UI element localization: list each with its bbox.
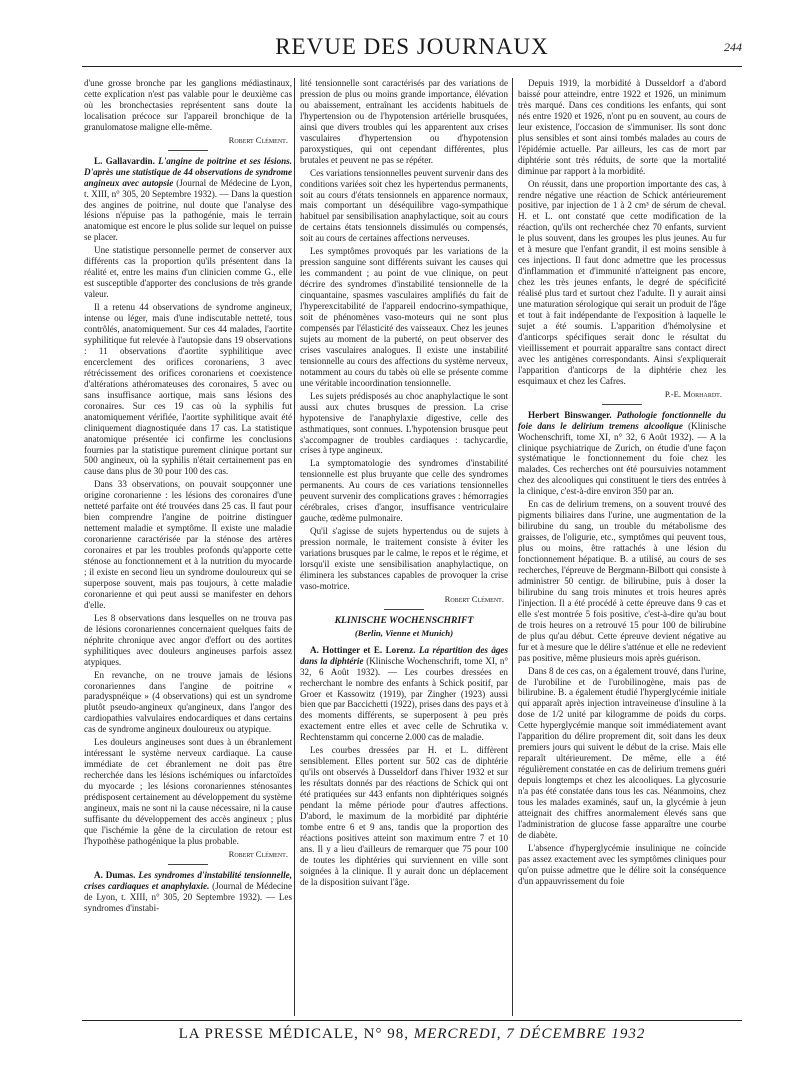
separator-rule <box>168 150 208 151</box>
paragraph: Dans 33 observations, on pouvait soupçonner une origine coronarienne : les lésions des coronaires d'une netteté parfaite ont été trouvées dans 25 cas. Il faut pour bien comprendre l'angine de poitrine distinguer nettement maladie et symptôme. Il existe une maladie coronarienne caractérisée par la sténose des artères coronaires et par les troubles profonds qu'apporte cette sténose au fonctionnement et à la nutrition du myocarde ; il existe en second lieu un syndrome douloureux qui se superpose souvent, mais pas toujours, à cette maladie coronarienne et qui peut aussi se manifester en dehors d'elle. <box>84 479 292 610</box>
paragraph: Dans 8 de ces cas, on a également trouvé, dans l'urine, de l'urobiline et de l'urobilinogène, mais pas de bilirubine. B. a également étudié l'hyperglycémie initiale qui apparaît après injection intraveineuse d'insuline à la dose de 1/2 unité par kilogramme de poids du corps. Cette hyperglycémie manque soit immédiatement avant l'apparition du délire proprement dit, soit dans les deux premiers jours qui suivent le début de la crise. Mais elle reparaît ultérieurement. De même, elle a été régulièrement constatée en cas de delirium tremens guéri depuis longtemps et chez les alcooliques. La glycosurie n'a pas été constatée dans tous les cas. Néanmoins, chez tous les malades examinés, sauf un, la glycémie à jeun atteignait des chiffres anormalement élevés sans que l'administration de glucose fasse apparaître une courbe de diabète. <box>518 665 726 840</box>
text-column-3 <box>518 78 726 889</box>
article-author: L. Gallavardin. <box>94 155 155 166</box>
paragraph: La symptomatologie des syndromes d'instabilité tensionnelle est plus bruyante que celle des syndromes permanents. Au cours de ces variations tensionnelles peuvent survenir des complications graves : hémorragies cérébrales, crises d'angor, insuffisance ventriculaire gauche, œdème pulmonaire. <box>300 458 508 524</box>
article-abstract <box>300 645 508 744</box>
paragraph: Ces variations tensionnelles peuvent survenir dans des conditions variées soit chez les hypertendus permanents, soit au cours d'états tensionnels en apparence normaux, mais comportant un déséquilibre vago-sympathique habituel par sensibilisation anaphylactique, soit au cours de certains états tensionnels dissimulés ou compensés, soit au cours de certaines affections nerveuses. <box>300 167 508 244</box>
article-author: A. Hottinger et E. Lorenz. <box>310 644 416 655</box>
text-column-1 <box>84 78 292 916</box>
footer-issue: N° 98, <box>363 1026 409 1042</box>
paragraph: d'une grosse bronche par les ganglions médiastinaux, cette explication n'est pas valable pour le deuxième cas où les bronchectasies représentent sans doute la localisation précoce sur l'appareil bronchique de la granulomatose maligne elle-même. <box>84 78 292 132</box>
article-abstract <box>84 156 292 244</box>
text-column-2 <box>300 78 508 890</box>
article-reference: (Klinische Wochenschrift, tome XI, n° 32, 6 Août 1932). <box>518 420 726 442</box>
article-author: A. Dumas. <box>94 869 136 880</box>
article-author: Herbert Binswanger. <box>528 409 612 420</box>
article-reference: (Klinische Wochenschrift, tome XI, n° 32, 6 Août 1932). <box>300 655 508 677</box>
article-title-text: Les syndromes d'instabilité tensionnelle, crises cardiaques et anaphylaxie. <box>84 869 292 891</box>
article-abstract <box>84 870 292 914</box>
paragraph: Les courbes dressées par H. et L. diffèrent sensiblement. Elles portent sur 502 cas de diphtérie qu'ils ont observés à Dusseldorf dans l'hiver 1932 et sur les résultats donnés par des réactions de Schick qui ont été pratiquées sur 443 enfants non diphtériques soignés pendant la même période pour d'autres affections. D'abord, le maximum de la morbidité par diphtérie tombe entre 6 et 9 ans, tandis que la proportion des réactions positives atteint son maximum entre 7 et 10 ans. Il y a lieu d'ailleurs de remarquer que 75 pour 100 de toutes les diphtéries qui surviennent en ville sont soignées à la clinique. Il y aurait donc un déplacement de la disposition suivant l'âge. <box>300 745 508 887</box>
paragraph: En revanche, on ne trouve jamais de lésions coronariennes dans l'angine de poitrine « paradyspnéique » (4 observations) qui est un syndrome plutôt pseudo-angineux qu'angineux, dans l'angor des cardiopathies valvulaires endocardiques et dans certains cas de syndrome angineux douloureux ou atypique. <box>84 669 292 735</box>
footer-line <box>82 1026 742 1043</box>
paragraph: Depuis 1919, la morbidité à Dusseldorf a d'abord baissé pour atteindre, entre 1922 et 1926, un minimum très marqué. Dans ces conditions les enfants, qui sont nés entre 1920 et 1926, n'ont pu en souvent, au cours de leur existence, l'occasion de s'immuniser. Ils sont donc plus sensibles et sont ainsi tombés malades au cours de l'épidémie actuelle. Par ailleurs, les cas de mort par diphtérie sont très réduits, de sorte que la mortalité diminue par rapport à la morbidité. <box>518 78 726 176</box>
article-text: — Les syndromes d'instabi- <box>84 891 292 913</box>
paragraph: Les douleurs angineuses sont dues à un ébranlement intéressant le système nerveux cardiaque. La cause immédiate de cet ébranlement ne doit pas être recherchée dans les lésions ischémiques ou infarctoïdes du myocarde ; les lésions coronariennes sténosantes prédisposent certainement au développement du système angineux, mais ne sont ni la cause nécessaire, ni la cause suffisante du développement des accès angineux ; plus que l'ischémie la gêne de la circulation de retour est l'hypothèse pathogénique la plus probable. <box>84 737 292 846</box>
paragraph: lité tensionnelle sont caractérisés par des variations de pression de plus ou moins grande importance, élévation ou abaissement, entraînant les accidents habituels de l'hypertension ou de l'hypotension artérielle brusquées, ainsi que divers troubles qui les apparentent aux crises vasculaires d'hypertension ou d'hypotension paroxystiques, qui ont cependant différentes, plus brutales et peuvent ne pas se répéter. <box>300 78 508 165</box>
paragraph: Les sujets prédisposés au choc anaphylactique le sont aussi aux chutes brusques de pression. La crise hypotensive de l'anaphylaxie digestive, celle des asthmatiques, sont connues. L'hypotension brusque peut s'accompagner de troubles cardiaques : tachycardie, crises à type angineux. <box>300 390 508 456</box>
paragraph: En cas de delirium tremens, on a souvent trouvé des pigments biliaires dans l'urine, une augmentation de la bilirubine du sang, un trouble du métabolisme des graisses, de l'oligurie, etc., symptômes qui peuvent tous, plus ou moins, être rattachés à une lésion du fonctionnement hépatique. B. a utilisé, au cours de ses recherches, l'épreuve de Bergmann-Bilbott qui consiste à administrer 50 centigr. de bilirubine, puis à doser la bilirubine du sang trois minutes et trois heures après l'injection. Il a été procédé à cette épreuve dans 9 cas et elle s'est montrée 5 fois positive, c'est-à-dire qu'au bout de trois heures on a retrouvé 15 pour 100 de bilirubine de plus qu'au début. Cette épreuve devient négative au fur et à mesure que le délire s'atténue et elle ne redevient pas positive, même plusieurs mois après guérison. <box>518 499 726 663</box>
header-rule <box>82 66 742 67</box>
footer-journal: LA PRESSE MÉDICALE, <box>178 1026 359 1042</box>
separator-rule <box>602 404 642 405</box>
author-signature: Robert Clément. <box>228 134 288 145</box>
paragraph: L'absence d'hyperglycémie insulinique ne coïncide pas assez exactement avec les symptômes cliniques pour qu'on puisse admettre que le délire soit la conséquence d'un appauvrissement du foie <box>518 842 726 886</box>
article-text: — Dans la question des angines de poitrine, nul doute que l'analyse des lésions n'épuise pas la pathogénie, mais le terrain anatomique est encore le plus solide sur lequel on puisse se placer. <box>84 188 292 243</box>
paragraph: On réussit, dans une proportion importante des cas, à rendre négative une réaction de Schick antérieurement positive, par injection de 1 à 2 cm³ de sérum de cheval. H. et L. ont constaté que cette modification de la réaction, qu'ils ont recherchée chez 70 enfants, survient le plus souvent, dans les groupes les plus jeunes. Au fur et à mesure que l'enfant grandit, il est moins sensible à ces injections. Il faut donc admettre que les processus d'inflammation et d'immunité n'atteignent pas encore, chez les très jeunes enfants, le degré de spécificité réalisé plus tard et surtout chez l'adulte. Il y aurait ainsi une maturation sérologique qui serait un produit de l'âge et tout à fait indépendante de l'exposition à laquelle le sujet a été soumis. L'apparition d'hémolysine et d'anticorps spécifiques serait donc le résultat du vieillissement et pourrait apparaître sans contact direct avec les antigènes correspondants. Ainsi s'expliquerait l'apparition d'anticorps de la diphtérie chez les esquimaux et chez les Cafres. <box>518 178 726 386</box>
paragraph: Les symptômes provoqués par les variations de la pression sanguine sont différents suivant les causes qui les commandent ; au point de vue clinique, on peut décrire des syndromes d'instabilité tensionnelle de la cinquantaine, spasmes vasculaires amplifiés du fait de l'hyperexcitabilité de l'appareil endocrino-sympathique, soit de phénomènes vaso-moteurs qui ne sont plus compensés par l'élasticité des vaisseaux. Chez les jeunes sujets au moment de la puberté, on peut observer des crises vasculaires analogues. Il existe une instabilité tensionnelle au cours des affections du système nerveux, notamment au cours du tabès où elle se présente comme une véritable incoordination tensionnelle. <box>300 246 508 388</box>
article-abstract <box>518 410 726 498</box>
author-signature: P.-E. Morhardt. <box>664 388 722 399</box>
page-title: REVUE DES JOURNAUX <box>275 34 549 59</box>
article-reference: (Journal de Médecine de Lyon, t. XIII, n° 305, 20 Septembre 1932). <box>84 177 292 199</box>
paragraph: Une statistique personnelle permet de conserver aux différents cas la proportion qu'ils présentent dans la réalité et, entre les mains d'un clinicien comme G., elle est susceptible d'apporter des conclusions de très grande valeur. <box>84 245 292 300</box>
article-title-text: La répartition des âges dans la diphtérie <box>300 644 508 666</box>
separator-rule <box>384 609 424 610</box>
page-number: 244 <box>724 40 742 54</box>
section-subtitle: (Berlin, Vienne et Munich) <box>354 627 454 638</box>
footer-date: MERCREDI, 7 DÉCEMBRE 1932 <box>413 1026 646 1042</box>
page-footer <box>82 1020 742 1047</box>
section-title: KLINISCHE WOCHENSCHRIFT <box>334 614 474 626</box>
article-text: — Les courbes dressées en recherchant le nombre des enfants à Schick positif, par Groer et Kassowitz (1919), par Zingher (1923) aussi bien que par Baccichetti (1922), prises dans des pays et à des moments différents, se superposent à peu près exactement entre elles et avec celle de Schrutika v. Rechtenstamm qui concerne 2.000 cas de maladie. <box>300 666 508 743</box>
paragraph: Qu'il s'agisse de sujets hypertendus ou de sujets à pression normale, le traitement consiste à éviter les variations brusques par le calme, le repos et le régime, et lorsqu'il existe une sensibilisation anaphylactique, on éliminera les substances capables de provoquer la crise vaso-motrice. <box>300 526 508 591</box>
page-header <box>82 34 742 64</box>
paragraph: Les 8 observations dans lesquelles on ne trouva pas de lésions coronariennes concernaient quelques faits de néphrite chronique avec angor d'effort ou des aortites syphilitiques avec douleurs angineuses parfois assez atypiques. <box>84 612 292 667</box>
author-signature: Robert Clément. <box>228 848 288 859</box>
author-signature: Robert Clément. <box>444 593 504 604</box>
article-title-text: Pathologie fonctionnelle du foie dans le delirium tremens alcoolique <box>518 409 726 431</box>
article-text: — A la clinique psychiatrique de Zurich, on étudie d'une façon systématique le fonctionnement du foie chez les malades. Ces recherches ont été poursuivies notamment chez des alcooliques qui constituent le tiers des entrées à la clinique, c'est-à-dire environ 350 par an. <box>518 431 726 497</box>
paragraph: Il a retenu 44 observations de syndrome angineux, intense ou léger, mais d'une indiscutable netteté, tous contrôlés, anatomiquement. Sur ces 44 malades, l'aortite syphilitique fut relevée à l'autopsie dans 19 observations : 11 observations d'aortite syphilitique avec encerclement des orifices coronariens, 3 avec rétrécissement des orifices coronariens et coexistence d'altérations athéromateuses des coronaires, 5 avec ou sans insuffisance aortique, mais sans lésions des coronaires. Sur ces 19 cas où la syphilis fut anatomiquement vérifiée, l'aortite syphilitique avait été cliniquement diagnostiquée dans 17 cas. La statistique anatomique présentée ici confirme les conclusions fournies par la statistique purement clinique portant sur 500 angineux, où la syphilis n'était certainement pas en cause dans plus de 30 pour 100 des cas. <box>84 302 292 477</box>
article-reference: (Journal de Médecine de Lyon, t. XIII, n° 305, 20 Septembre 1932). <box>84 880 293 902</box>
article-title-text: L'angine de poitrine et ses lésions. D'après une statistique de 44 observations de syndrome angineux avec autopsie <box>84 155 292 188</box>
separator-rule <box>168 864 208 865</box>
column-divider <box>294 78 295 1016</box>
column-divider <box>512 78 513 1016</box>
